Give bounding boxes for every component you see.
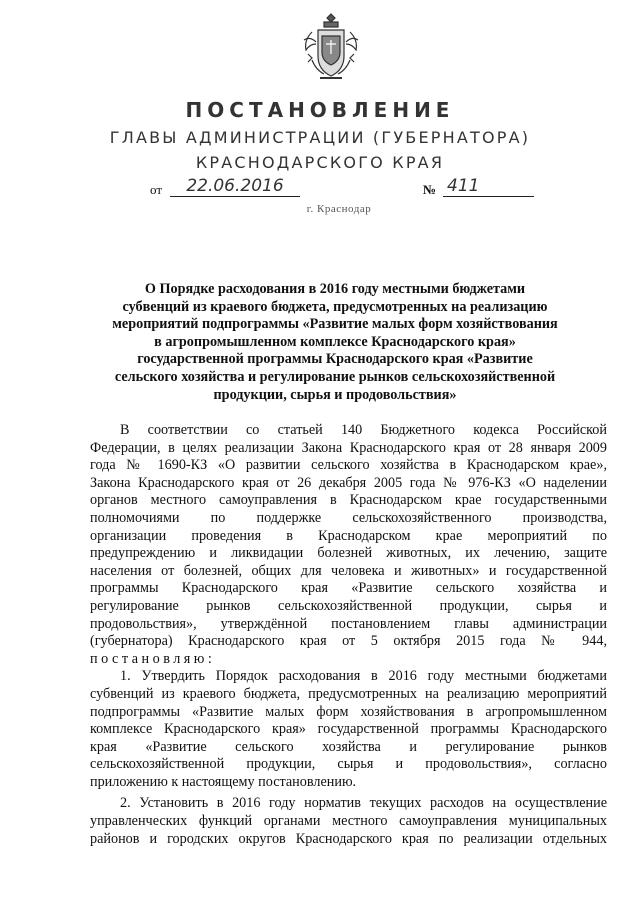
title-line: продукции, сырья и продовольствия» — [213, 386, 457, 403]
title-line: сельского хозяйства и регулирование рынков сельскохозяйственной — [114, 368, 556, 385]
body-line: субвенций из краевого бюджета, предусмотренных на реализацию мероприятий — [90, 685, 607, 702]
body-line: (губернатора) Краснодарского края от 5 октября 2015 года № 944, — [90, 633, 607, 650]
body-line: сельскохозяйственной продукции, сырья и продовольствия», согласно — [90, 756, 607, 773]
body-line: продовольствия», утверждённой постановлением главы администрации — [90, 615, 607, 632]
body-line: организации проведения в Краснодарском крае мероприятий по — [90, 527, 607, 544]
body-line: управленческих функций органами местного самоуправления муниципальных — [90, 813, 607, 830]
title-line: субвенций из краевого бюджета, предусмотренных на реализацию — [122, 298, 548, 315]
body-line: предупреждению и ликвидации болезней животных, их лечению, защите — [90, 545, 607, 562]
coat-of-arms-emblem — [300, 10, 362, 86]
body-line: населения от болезней, общих для человека и животных» и государственной — [90, 562, 607, 579]
number-sign-label: № — [423, 182, 437, 197]
title-line: О Порядке расходования в 2016 году местными бюджетами — [144, 281, 526, 297]
region-heading: КРАСНОДАРСКОГО КРАЯ — [195, 153, 445, 172]
date-number-line — [150, 176, 550, 204]
body-line: Федерации, в целях реализации Закона Краснодарского края от 28 января 2009 — [90, 439, 607, 456]
body-line: Закона Краснодарского края от 26 декабря 2005 года № 976-КЗ «О наделении — [90, 474, 607, 491]
title-line: в агропромышленном комплексе Краснодарского края» — [154, 333, 516, 350]
body-line: комплексе Краснодарского края» государственной программы Краснодарского — [90, 721, 607, 738]
document-title — [100, 281, 570, 404]
issuer-heading: ГЛАВЫ АДМИНИСТРАЦИИ (ГУБЕРНАТОРА) — [109, 128, 531, 147]
body-line: районов и городских округов Краснодарского края по реализации отдельных — [90, 830, 607, 847]
body-line: 1. Утвердить Порядок расходования в 2016 году местными бюджетами — [120, 668, 607, 685]
body-line: программы Краснодарского края «Развитие сельского хозяйства и — [90, 580, 607, 597]
body-line: органов местного самоуправления в Краснодарском крае государственными — [90, 492, 607, 509]
body-line: подпрограммы «Развитие малых форм хозяйствования в агропромышленном — [90, 703, 607, 720]
decree-word: постановляю: — [90, 650, 216, 667]
body-line: года № 1690-КЗ «О развитии сельского хозяйства в Краснодарском крае», — [90, 457, 607, 474]
body-line: полномочиями по поддержке сельскохозяйственного производства, — [90, 509, 607, 526]
handwritten-number: 411 — [443, 176, 534, 197]
title-line: мероприятий подпрограммы «Развитие малых форм хозяйствования — [112, 316, 558, 333]
title-line: государственной программы Краснодарского края «Развитие — [137, 351, 533, 368]
city-label: г. Краснодар — [306, 203, 372, 215]
body-line: регулирование рынков сельскохозяйственной продукции, сырья и — [90, 597, 607, 614]
document-body — [90, 422, 607, 848]
date-from-label: от — [150, 182, 163, 197]
document-type-heading: ПОСТАНОВЛЕНИЕ — [185, 98, 455, 122]
body-line: В соответствии со статьей 140 Бюджетного кодекса Российской — [120, 422, 607, 438]
body-line: приложению к настоящему постановлению. — [90, 773, 357, 790]
body-line: 2. Установить в 2016 году норматив текущих расходов на осуществление — [120, 795, 607, 812]
handwritten-date: 22.06.2016 — [170, 176, 300, 197]
body-line: края «Развитие сельского хозяйства и регулирование рынков — [90, 738, 607, 755]
